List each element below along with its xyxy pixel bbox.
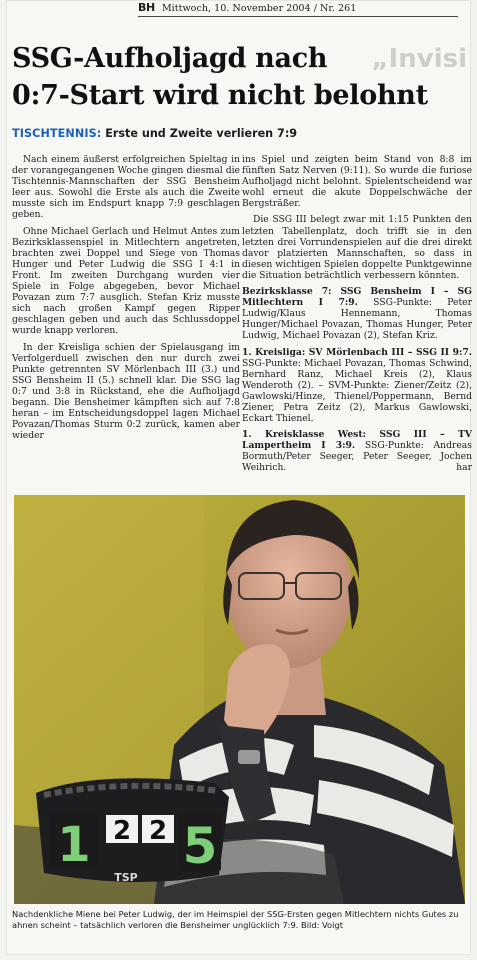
newspaper-logo: BH	[138, 1, 155, 14]
dateline: Mittwoch, 10. November 2004 / Nr. 261	[161, 3, 357, 14]
result-heading: Bezirksklasse 7: SSG Bensheim I – SG Mitlechtern I 7:9.	[242, 286, 472, 309]
headline	[12, 40, 464, 114]
scoreboard-digit-right: 5	[182, 817, 218, 875]
result-text: SSG-Punkte: Peter Ludwig/Klaus Hennemann, Thomas Hunger/Michael Povazan, Thomas Hunger, Peter Ludwig, Michael Povazan (2), Stefan Kriz.	[242, 297, 472, 342]
photo-illustration	[14, 495, 465, 904]
article-column-right	[242, 154, 472, 474]
scoreboard-brand: TSP	[114, 871, 138, 884]
article-column-left	[12, 154, 240, 441]
subheadline	[12, 127, 472, 141]
result-block	[242, 347, 472, 425]
result-block	[242, 286, 472, 341]
subheadline-text: Erste und Zweite verlieren 7:9	[105, 127, 298, 140]
result-heading: 1. Kreisklasse West: SSG III – TV Lampertheim I 3:9.	[242, 429, 472, 452]
headline-line-1: SSG-Aufholjagd nach	[12, 43, 328, 74]
bleed-through-text: „Invisi	[371, 44, 467, 74]
scoreboard-digit-left: 1	[57, 817, 91, 873]
result-text: SSG-Punkte: Michael Povazan, Thomas Schwind, Bernhard Ranz, Michael Kreis (2), Klaus Wenderoth (2). – SVM-Punkte: Ziener/Zeitz (2), Gawlowski/Hinze, Thienel/Poppermann, Bernd Ziener, Petra Zeitz (2), Markus Gawlowski, Eckart Thienel.	[242, 357, 472, 425]
article-paragraph: Nach einem äußerst erfolgreichen Spieltag in der vorangegangenen Woche gingen diesmal die Tischtennis-Mannschaften der SSG Bensheim leer aus. Sowohl die Erste als auch die Zweite musste sich im Endspurt knapp 7:9 geschlagen geben.	[12, 154, 240, 221]
scoreboard	[36, 778, 229, 884]
article-paragraph: In der Kreisliga schien der Spielausgang im Verfolgerduell zwischen den nur durch zwei Punkte getrennten SV Mörlenbach III (3.) und SSG Bensheim II (5.) schnell klar. Die SSG lag 0:7 und 3:8 in Rückstand, ehe die Aufholjagd begann. Die Bensheimer kämpften sich auf 7:8 heran – im Entscheidungsdoppel lagen Michael Povazan/Thomas Sturm 0:2 zurück, kamen aber wieder	[12, 341, 240, 442]
article-paragraph: Die SSG III belegt zwar mit 1:15 Punkten den letzten Tabellenplatz, doch trifft sie in den letzten drei Vorrundenspielen auf die drei direkt davor platzierten Mannschaften, so dass in diesen wichtigen Spielen doppelte Punktgewinne die Situation beträchtlich verbessern könnten.	[242, 214, 472, 281]
article-paragraph: Ohne Michael Gerlach und Helmut Antes zum Bezirksklassenspiel in Mitlechtern angetreten, brachten zwei Doppel und Siege von Thomas Hunger und Peter Ludwig die SSG I 4:1 in Front. Im zweiten Durchgang wurden vier Spiele in Folge abgegeben, bevor Michael Povazan zum 7:7 ausglich. Stefan Kriz musste sich nach großen Kampf gegen Ripper geschlagen geben und auch das Schlussdoppel wurde knapp verloren.	[12, 225, 240, 337]
headline-line-2: 0:7-Start wird nicht belohnt	[12, 80, 428, 111]
result-heading: 1. Kreisliga: SV Mörlenbach III – SSG II 9:7.	[242, 346, 472, 358]
masthead	[138, 2, 458, 17]
newspaper-page	[6, 0, 471, 955]
result-text: SSG-Punkte: Andreas Bormuth/Peter Seeger, Peter Seeger, Jochen Weihrich.	[242, 440, 473, 474]
result-block	[242, 429, 472, 473]
article-photo	[14, 495, 465, 904]
scoreboard-digit-mid2: 2	[148, 816, 168, 846]
author-initials: har	[456, 462, 472, 474]
article-paragraph: ins Spiel und zeigten beim Stand von 8:8 im fünften Satz Nerven (9:11). So wurde die furiose Aufholjagd nicht belohnt. Spielentscheidend war wohl erneut die akute Doppelschwäche der Bergsträßer.	[242, 154, 472, 210]
photo-caption: Nachdenkliche Miene bei Peter Ludwig, der im Heimspiel der SSG-Ersten gegen Mitlechtern nichts Gutes zu ahnen scheint – tatsächlich verloren die Bensheimer unglücklich 7:9. Bild: Voigt	[12, 909, 459, 930]
scoreboard-digit-mid1: 2	[112, 816, 132, 846]
category-label: TISCHTENNIS:	[12, 127, 102, 140]
